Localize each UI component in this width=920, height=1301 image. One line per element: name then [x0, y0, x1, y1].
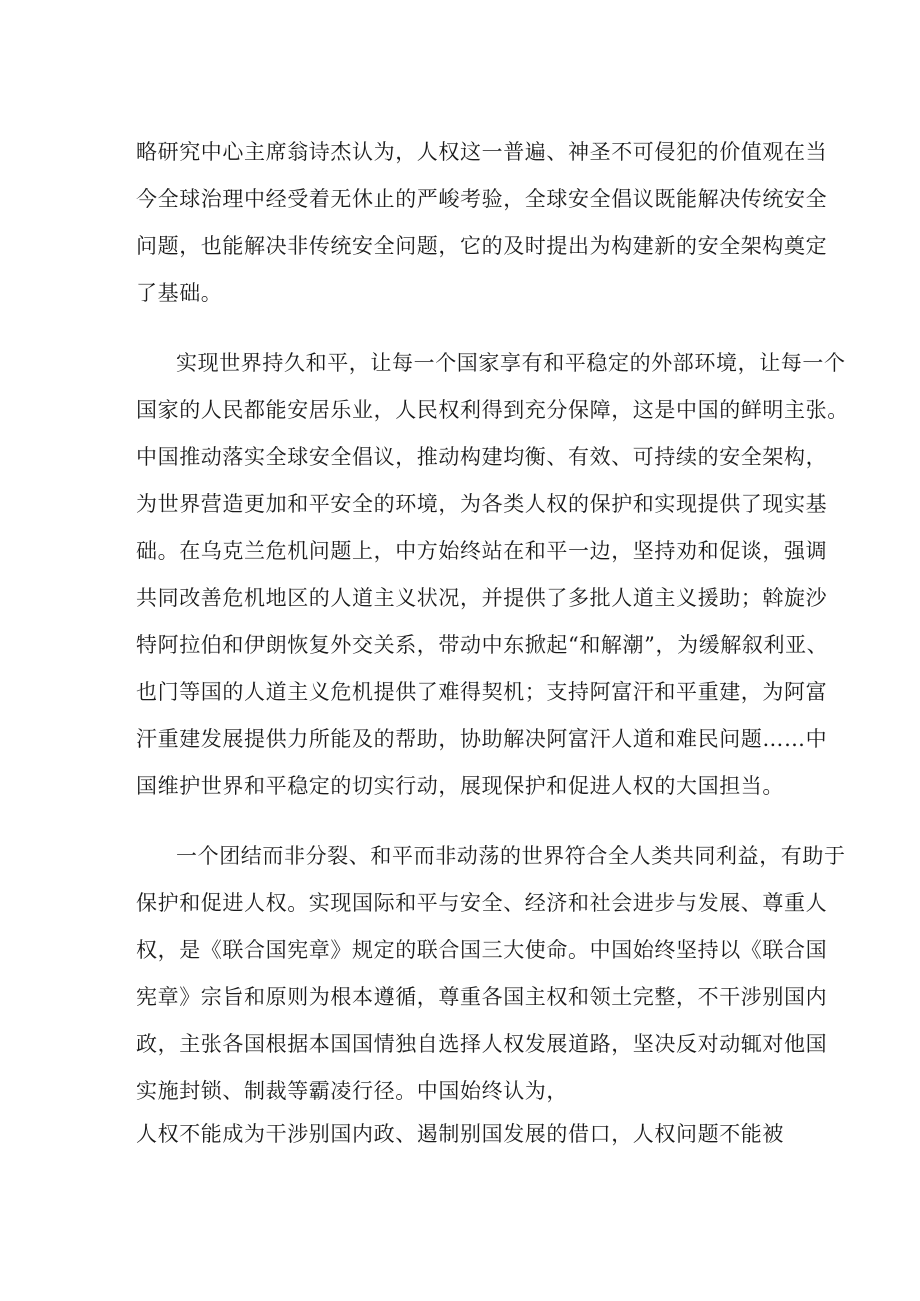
paragraph-1-line-3: 问题，也能解决非传统安全问题，它的及时提出为构建新的安全架构奠定	[136, 234, 828, 258]
paragraph-2-line-1: 实现世界持久和平，让每一个国家享有和平稳定的外部环境，让每一个	[176, 351, 846, 375]
paragraph-2-line-2: 国家的人民都能安居乐业，人民权利得到充分保障，这是中国的鲜明主张。	[136, 398, 849, 422]
paragraph-2-line-3: 中国推动落实全球安全倡议，推动构建均衡、有效、可持续的安全架构，	[136, 445, 828, 469]
paragraph-2-line-6: 共同改善危机地区的人道主义状况，并提供了多批人道主义援助；斡旋沙	[136, 586, 828, 610]
paragraph-1-line-4: 了基础。	[136, 281, 223, 305]
paragraph-3-line-3: 权，是《联合国宪章》规定的联合国三大使命。中国始终坚持以《联合国	[136, 938, 828, 962]
paragraph-1-line-2: 今全球治理中经受着无休止的严峻考验，全球安全倡议既能解决传统安全	[136, 187, 828, 211]
paragraph-2-line-9: 汗重建发展提供力所能及的帮助，协助解决阿富汗人道和难民问题……中	[136, 727, 828, 751]
paragraph-3-line-2: 保护和促进人权。实现国际和平与安全、经济和社会进步与发展、尊重人	[136, 891, 828, 915]
paragraph-2-line-4: 为世界营造更加和平安全的环境，为各类人权的保护和实现提供了现实基	[136, 492, 828, 516]
paragraph-2-line-10: 国维护世界和平稳定的切实行动，展现保护和促进人权的大国担当。	[136, 774, 784, 798]
paragraph-1-line-1: 略研究中心主席翁诗杰认为，人权这一普遍、神圣不可侵犯的价值观在当	[136, 140, 828, 164]
paragraph-2-line-8: 也门等国的人道主义危机提供了难得契机；支持阿富汗和平重建，为阿富	[136, 680, 828, 704]
paragraph-3-line-6: 实施封锁、制裁等霸凌行径。中国始终认为，	[136, 1079, 568, 1103]
paragraph-3-line-7: 人权不能成为干涉别国内政、遏制别国发展的借口，人权问题不能被	[136, 1122, 784, 1146]
paragraph-3-line-4: 宪章》宗旨和原则为根本遵循，尊重各国主权和领土完整，不干涉别国内	[136, 985, 828, 1009]
paragraph-3-line-1: 一个团结而非分裂、和平而非动荡的世界符合全人类共同利益，有助于	[176, 844, 846, 868]
paragraph-3-line-5: 政，主张各国根据本国国情独自选择人权发展道路，坚决反对动辄对他国	[136, 1032, 828, 1056]
paragraph-2-line-7: 特阿拉伯和伊朗恢复外交关系，带动中东掀起“和解潮”，为缓解叙利亚、	[136, 633, 829, 657]
paragraph-2-line-5: 础。在乌克兰危机问题上，中方始终站在和平一边，坚持劝和促谈，强调	[136, 539, 828, 563]
